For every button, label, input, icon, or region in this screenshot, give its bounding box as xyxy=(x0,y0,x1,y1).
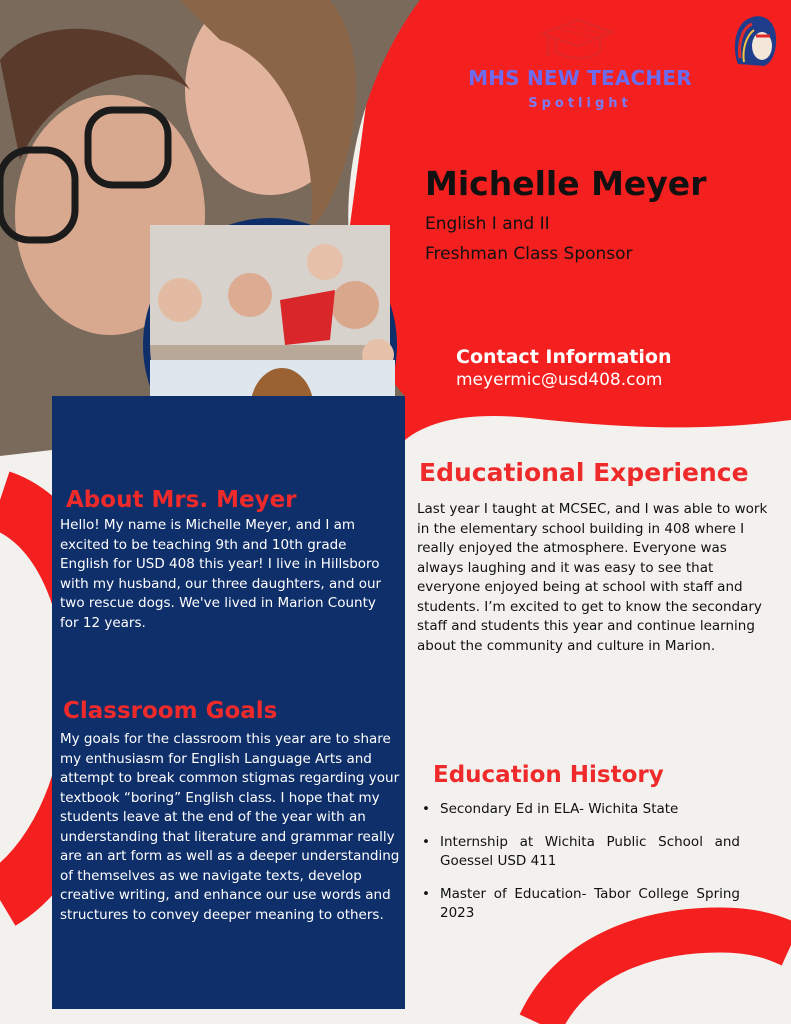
history-item: • Internship at Wichita Public School and Goessel USD 411 xyxy=(420,833,740,872)
family-face-4 xyxy=(331,281,379,329)
graduation-cap-icon xyxy=(538,16,614,60)
contact-title: Contact Information xyxy=(456,346,672,368)
about-body: Hello! My name is Michelle Meyer, and I am excited to be teaching 9th and 10th grade English for USD 408 this year! I live in Hillsboro with my husband, our three daughters, and our two rescue dogs. We've lived in Marion County for 12 years. xyxy=(60,517,382,631)
family-face-3 xyxy=(307,244,343,280)
family-face-1 xyxy=(158,278,202,322)
school-mascot-logo xyxy=(730,14,782,68)
about-title: About Mrs. Meyer xyxy=(66,487,297,513)
teacher-subject: English I and II xyxy=(425,214,550,234)
header-subtitle: Spotlight xyxy=(528,96,632,111)
contact-email[interactable]: meyermic@usd408.com xyxy=(456,370,663,390)
history-item: • Secondary Ed in ELA- Wichita State xyxy=(420,800,740,820)
teacher-name: Michelle Meyer xyxy=(425,164,707,203)
header-title: MHS NEW TEACHER xyxy=(468,66,692,90)
red-arc-bottom xyxy=(540,930,791,1024)
teacher-role: Freshman Class Sponsor xyxy=(425,244,633,264)
education-body: Last year I taught at MCSEC, and I was able to work in the elementary school building in 408 where I really enjoyed the atmosphere. Everyone was always laughing and it was easy to see that everyone enjoyed being at school with staff and students. I’m excited to get to know the secondary staff and students this year and continue learning about the community and culture in Marion. xyxy=(417,501,768,654)
goals-body: My goals for the classroom this year are to share my enthusiasm for English Language Arts and attempt to break common stigmas regarding your textbook “boring” English class. I hope that my students leave at the end of the year with an understanding that literature and grammar really are an art form as well as a deeper understanding of themselves as we navigate texts, develop creative writing, and enhance our use words and structures to convey deeper meaning to others. xyxy=(60,731,400,923)
history-title: Education History xyxy=(433,762,664,788)
goals-title: Classroom Goals xyxy=(63,698,278,724)
family-face-2 xyxy=(228,273,272,317)
education-title: Educational Experience xyxy=(419,458,749,487)
history-item: • Master of Education- Tabor College Spring 2023 xyxy=(420,885,740,924)
history-list xyxy=(420,800,740,937)
